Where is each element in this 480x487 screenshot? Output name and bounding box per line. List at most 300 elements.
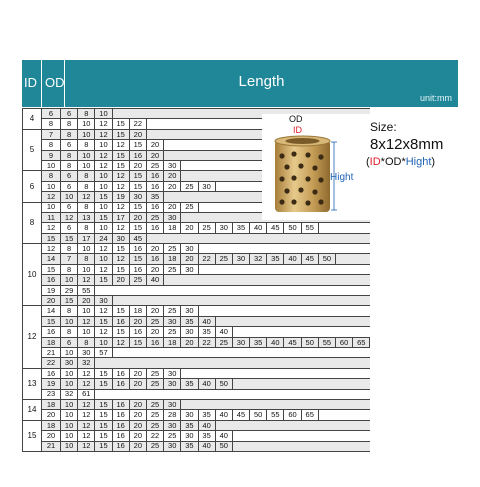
od-cell: 8 bbox=[42, 119, 61, 129]
length-cell: 35 bbox=[198, 327, 215, 337]
length-cell: 40 bbox=[198, 420, 215, 430]
length-cell: 15 bbox=[61, 296, 78, 306]
table-row bbox=[23, 337, 370, 347]
length-cell: 15 bbox=[129, 202, 146, 212]
table-row bbox=[23, 233, 370, 243]
length-cell: 65 bbox=[301, 410, 318, 420]
length-cell: 20 bbox=[129, 212, 146, 222]
length-cell: 16 bbox=[112, 316, 129, 326]
table-row bbox=[23, 399, 370, 409]
length-cell: 16 bbox=[129, 327, 146, 337]
length-cell: 10 bbox=[95, 171, 112, 181]
length-cell: 30 bbox=[164, 399, 181, 409]
length-cell: 55 bbox=[318, 337, 335, 347]
length-cell: 15 bbox=[95, 410, 112, 420]
size-value: 8x12x8mm bbox=[370, 136, 444, 153]
length-cell: 16 bbox=[146, 254, 163, 264]
length-cell: 15 bbox=[95, 275, 112, 285]
length-cell: 12 bbox=[78, 399, 95, 409]
table-row bbox=[23, 285, 370, 295]
length-cell: 45 bbox=[129, 233, 146, 243]
length-cell: 45 bbox=[267, 223, 284, 233]
length-cell: 20 bbox=[129, 431, 146, 441]
length-cell: 8 bbox=[61, 327, 78, 337]
length-cell: 15 bbox=[95, 368, 112, 378]
length-cell: 15 bbox=[95, 431, 112, 441]
length-cell: 30 bbox=[164, 316, 181, 326]
length-cell: 50 bbox=[215, 379, 232, 389]
empty-cell bbox=[232, 431, 370, 441]
length-cell: 8 bbox=[78, 337, 95, 347]
length-cell: 15 bbox=[112, 129, 129, 139]
od-cell: 8 bbox=[42, 171, 61, 181]
table-row bbox=[23, 420, 370, 430]
od-dimension-label: OD bbox=[289, 114, 303, 124]
length-cell: 15 bbox=[95, 379, 112, 389]
length-cell: 6 bbox=[61, 171, 78, 181]
length-cell: 10 bbox=[61, 275, 78, 285]
length-cell: 15 bbox=[129, 171, 146, 181]
length-cell: 16 bbox=[112, 368, 129, 378]
od-cell: 14 bbox=[42, 254, 61, 264]
length-cell: 12 bbox=[112, 171, 129, 181]
empty-cell bbox=[95, 285, 370, 295]
length-cell: 6 bbox=[61, 109, 78, 119]
length-cell: 25 bbox=[146, 160, 163, 170]
length-cell: 7 bbox=[61, 254, 78, 264]
empty-cell bbox=[336, 254, 370, 264]
length-cell: 12 bbox=[112, 181, 129, 191]
length-cell: 20 bbox=[129, 129, 146, 139]
length-cell: 40 bbox=[215, 431, 232, 441]
length-cell: 20 bbox=[129, 316, 146, 326]
length-cell: 30 bbox=[164, 379, 181, 389]
length-cell: 12 bbox=[78, 441, 95, 451]
id-cell: 6 bbox=[23, 171, 42, 202]
length-cell: 25 bbox=[164, 264, 181, 274]
length-cell: 12 bbox=[95, 327, 112, 337]
length-cell: 50 bbox=[301, 337, 318, 347]
table-row bbox=[23, 316, 370, 326]
size-label: Size: bbox=[370, 120, 397, 134]
od-cell: 10 bbox=[42, 202, 61, 212]
length-cell: 22 bbox=[129, 119, 146, 129]
length-cell: 10 bbox=[95, 109, 112, 119]
id-cell: 5 bbox=[23, 129, 42, 171]
table-row bbox=[23, 347, 370, 357]
length-cell: 15 bbox=[112, 327, 129, 337]
length-cell: 10 bbox=[78, 119, 95, 129]
length-cell: 20 bbox=[129, 368, 146, 378]
length-cell: 15 bbox=[112, 150, 129, 160]
length-cell: 10 bbox=[61, 399, 78, 409]
od-cell: 19 bbox=[42, 285, 61, 295]
length-cell: 18 bbox=[164, 223, 181, 233]
table-row bbox=[23, 410, 370, 420]
length-cell: 30 bbox=[95, 296, 112, 306]
length-cell: 25 bbox=[146, 399, 163, 409]
length-cell: 12 bbox=[112, 223, 129, 233]
od-cell: 22 bbox=[42, 358, 61, 368]
length-cell: 25 bbox=[146, 379, 163, 389]
size-legend-od: *OD* bbox=[380, 156, 406, 168]
length-cell: 20 bbox=[129, 420, 146, 430]
length-cell: 10 bbox=[61, 316, 78, 326]
length-cell: 40 bbox=[284, 254, 301, 264]
length-cell: 20 bbox=[146, 264, 163, 274]
length-cell: 13 bbox=[78, 212, 95, 222]
od-cell: 18 bbox=[42, 399, 61, 409]
length-cell: 30 bbox=[181, 306, 198, 316]
length-cell: 16 bbox=[146, 202, 163, 212]
empty-cell bbox=[112, 347, 370, 357]
length-cell: 15 bbox=[129, 337, 146, 347]
length-cell: 16 bbox=[146, 223, 163, 233]
length-cell: 12 bbox=[112, 202, 129, 212]
length-cell: 61 bbox=[78, 389, 95, 399]
length-cell: 10 bbox=[61, 368, 78, 378]
length-cell: 20 bbox=[129, 441, 146, 451]
length-cell: 25 bbox=[146, 316, 163, 326]
length-cell: 30 bbox=[232, 254, 249, 264]
length-cell: 8 bbox=[61, 264, 78, 274]
length-cell: 6 bbox=[61, 181, 78, 191]
length-cell: 12 bbox=[78, 275, 95, 285]
length-cell: 12 bbox=[95, 306, 112, 316]
length-cell: 8 bbox=[78, 171, 95, 181]
length-cell: 10 bbox=[78, 150, 95, 160]
length-cell: 40 bbox=[198, 379, 215, 389]
od-cell: 10 bbox=[42, 160, 61, 170]
od-cell: 20 bbox=[42, 410, 61, 420]
size-legend-open: ( bbox=[366, 156, 370, 168]
length-cell: 10 bbox=[61, 441, 78, 451]
empty-cell bbox=[215, 316, 370, 326]
length-cell: 6 bbox=[61, 337, 78, 347]
table-row bbox=[23, 389, 370, 399]
empty-cell bbox=[95, 358, 370, 368]
empty-cell bbox=[146, 233, 369, 243]
length-cell: 25 bbox=[198, 223, 215, 233]
od-column-header bbox=[42, 60, 64, 107]
length-cell: 30 bbox=[164, 420, 181, 430]
length-cell: 29 bbox=[61, 285, 78, 295]
od-cell: 10 bbox=[42, 181, 61, 191]
length-cell: 50 bbox=[284, 223, 301, 233]
length-cell: 8 bbox=[61, 119, 78, 129]
length-cell: 20 bbox=[164, 171, 181, 181]
length-cell: 32 bbox=[78, 358, 95, 368]
length-cell: 10 bbox=[95, 254, 112, 264]
length-cell: 55 bbox=[301, 223, 318, 233]
length-cell: 16 bbox=[112, 379, 129, 389]
length-cell: 15 bbox=[95, 316, 112, 326]
od-cell: 15 bbox=[42, 316, 61, 326]
length-cell: 57 bbox=[95, 347, 112, 357]
length-cell: 8 bbox=[78, 254, 95, 264]
length-cell: 16 bbox=[146, 337, 163, 347]
empty-cell bbox=[95, 389, 370, 399]
length-cell: 20 bbox=[146, 140, 163, 150]
od-cell: 21 bbox=[42, 441, 61, 451]
length-cell: 20 bbox=[181, 254, 198, 264]
length-cell: 25 bbox=[215, 254, 232, 264]
length-cell: 15 bbox=[95, 420, 112, 430]
od-cell: 23 bbox=[42, 389, 61, 399]
length-cell: 20 bbox=[146, 327, 163, 337]
length-cell: 18 bbox=[164, 337, 181, 347]
length-cell: 8 bbox=[61, 129, 78, 139]
length-cell: 25 bbox=[164, 244, 181, 254]
length-cell: 20 bbox=[146, 306, 163, 316]
length-cell: 10 bbox=[78, 327, 95, 337]
od-cell: 18 bbox=[42, 337, 61, 347]
length-cell: 30 bbox=[129, 192, 146, 202]
length-cell: 10 bbox=[95, 337, 112, 347]
length-cell: 24 bbox=[95, 233, 112, 243]
length-cell: 15 bbox=[129, 223, 146, 233]
length-cell: 30 bbox=[181, 327, 198, 337]
length-cell: 20 bbox=[129, 410, 146, 420]
length-cell: 40 bbox=[146, 275, 163, 285]
length-cell: 17 bbox=[78, 233, 95, 243]
od-cell: 7 bbox=[42, 129, 61, 139]
size-legend bbox=[366, 156, 435, 168]
length-column-header bbox=[65, 60, 458, 107]
length-cell: 35 bbox=[198, 410, 215, 420]
od-cell: 14 bbox=[42, 306, 61, 316]
length-cell: 18 bbox=[164, 254, 181, 264]
length-cell: 12 bbox=[112, 254, 129, 264]
length-cell: 10 bbox=[95, 140, 112, 150]
length-cell: 35 bbox=[181, 420, 198, 430]
length-cell: 10 bbox=[95, 181, 112, 191]
length-cell: 20 bbox=[129, 160, 146, 170]
length-cell: 40 bbox=[215, 327, 232, 337]
length-cell: 10 bbox=[61, 420, 78, 430]
length-cell: 16 bbox=[146, 181, 163, 191]
empty-cell bbox=[181, 368, 370, 378]
length-cell: 25 bbox=[181, 202, 198, 212]
table-row bbox=[23, 431, 370, 441]
length-cell: 40 bbox=[198, 316, 215, 326]
length-cell: 30 bbox=[181, 244, 198, 254]
empty-cell bbox=[318, 410, 370, 420]
od-cell: 16 bbox=[42, 327, 61, 337]
size-legend-id: ID bbox=[369, 156, 381, 168]
length-cell: 40 bbox=[267, 337, 284, 347]
length-cell: 10 bbox=[95, 223, 112, 233]
table-row bbox=[23, 379, 370, 389]
length-cell: 40 bbox=[250, 223, 267, 233]
length-cell: 8 bbox=[78, 202, 95, 212]
length-cell: 22 bbox=[198, 254, 215, 264]
od-cell: 20 bbox=[42, 296, 61, 306]
length-cell: 25 bbox=[146, 368, 163, 378]
od-cell: 8 bbox=[42, 140, 61, 150]
length-cell: 12 bbox=[112, 140, 129, 150]
id-cell: 12 bbox=[23, 306, 42, 368]
length-cell: 16 bbox=[146, 171, 163, 181]
length-cell: 12 bbox=[95, 119, 112, 129]
length-cell: 8 bbox=[78, 181, 95, 191]
id-dimension-label: ID bbox=[293, 125, 302, 135]
table-row bbox=[23, 223, 370, 233]
length-cell: 10 bbox=[61, 410, 78, 420]
length-cell: 20 bbox=[146, 244, 163, 254]
od-cell: 9 bbox=[42, 150, 61, 160]
length-cell: 8 bbox=[78, 140, 95, 150]
length-cell: 10 bbox=[78, 244, 95, 254]
length-cell: 15 bbox=[112, 264, 129, 274]
table-row bbox=[23, 296, 370, 306]
empty-cell bbox=[198, 264, 370, 274]
length-header-label: Length bbox=[238, 73, 285, 90]
length-cell: 12 bbox=[95, 264, 112, 274]
empty-cell bbox=[232, 327, 370, 337]
length-cell: 25 bbox=[164, 306, 181, 316]
length-cell: 60 bbox=[284, 410, 301, 420]
length-cell: 45 bbox=[232, 410, 249, 420]
length-cell: 16 bbox=[129, 150, 146, 160]
length-cell: 15 bbox=[61, 233, 78, 243]
length-cell: 12 bbox=[78, 316, 95, 326]
length-cell: 8 bbox=[61, 160, 78, 170]
length-cell: 12 bbox=[78, 379, 95, 389]
length-cell: 25 bbox=[164, 327, 181, 337]
length-cell: 16 bbox=[112, 420, 129, 430]
length-cell: 12 bbox=[95, 160, 112, 170]
length-cell: 55 bbox=[78, 285, 95, 295]
length-cell: 28 bbox=[164, 410, 181, 420]
length-cell: 35 bbox=[250, 337, 267, 347]
size-legend-close: ) bbox=[431, 156, 436, 168]
length-cell: 16 bbox=[129, 264, 146, 274]
length-cell: 17 bbox=[112, 212, 129, 222]
length-cell: 20 bbox=[78, 296, 95, 306]
length-cell: 8 bbox=[61, 244, 78, 254]
length-cell: 12 bbox=[78, 410, 95, 420]
length-cell: 20 bbox=[112, 275, 129, 285]
length-cell: 20 bbox=[181, 337, 198, 347]
empty-cell bbox=[198, 244, 370, 254]
length-cell: 10 bbox=[95, 202, 112, 212]
length-cell: 15 bbox=[129, 140, 146, 150]
length-cell: 35 bbox=[267, 254, 284, 264]
length-cell: 10 bbox=[61, 431, 78, 441]
length-cell: 20 bbox=[129, 379, 146, 389]
length-cell: 18 bbox=[129, 306, 146, 316]
length-cell: 30 bbox=[181, 410, 198, 420]
od-cell: 18 bbox=[42, 420, 61, 430]
length-cell: 30 bbox=[181, 431, 198, 441]
length-cell: 45 bbox=[301, 254, 318, 264]
length-cell: 10 bbox=[78, 129, 95, 139]
length-cell: 15 bbox=[112, 119, 129, 129]
length-cell: 8 bbox=[61, 306, 78, 316]
length-cell: 30 bbox=[61, 358, 78, 368]
length-cell: 25 bbox=[215, 337, 232, 347]
length-cell: 19 bbox=[112, 192, 129, 202]
length-cell: 20 bbox=[164, 181, 181, 191]
unit-label: unit:mm bbox=[419, 93, 452, 103]
length-cell: 10 bbox=[61, 192, 78, 202]
od-cell: 15 bbox=[42, 264, 61, 274]
id-cell: 4 bbox=[23, 109, 42, 130]
length-cell: 25 bbox=[146, 441, 163, 451]
table-row bbox=[23, 358, 370, 368]
table-row bbox=[23, 264, 370, 274]
length-cell: 15 bbox=[112, 306, 129, 316]
length-cell: 10 bbox=[61, 347, 78, 357]
product-panel bbox=[262, 114, 462, 220]
od-cell: 16 bbox=[42, 368, 61, 378]
empty-cell bbox=[181, 399, 370, 409]
empty-cell bbox=[198, 306, 370, 316]
empty-cell bbox=[112, 296, 370, 306]
table-row bbox=[23, 275, 370, 285]
length-cell: 65 bbox=[353, 337, 370, 347]
length-cell: 25 bbox=[146, 212, 163, 222]
od-cell: 16 bbox=[42, 275, 61, 285]
table-row bbox=[23, 327, 370, 337]
od-cell: 20 bbox=[42, 431, 61, 441]
empty-cell bbox=[232, 379, 370, 389]
length-cell: 15 bbox=[95, 212, 112, 222]
length-cell: 50 bbox=[250, 410, 267, 420]
length-cell: 15 bbox=[95, 192, 112, 202]
length-cell: 25 bbox=[181, 181, 198, 191]
length-cell: 50 bbox=[318, 254, 335, 264]
length-cell: 12 bbox=[78, 192, 95, 202]
table-row bbox=[23, 306, 370, 316]
length-cell: 12 bbox=[95, 244, 112, 254]
hight-dimension-label: Hight bbox=[330, 172, 354, 183]
length-cell: 10 bbox=[78, 306, 95, 316]
length-cell: 60 bbox=[336, 337, 353, 347]
length-cell: 35 bbox=[181, 441, 198, 451]
length-cell: 22 bbox=[198, 337, 215, 347]
length-cell: 30 bbox=[78, 347, 95, 357]
table-row bbox=[23, 441, 370, 451]
id-header-label: ID bbox=[24, 75, 37, 90]
table-row bbox=[23, 368, 370, 378]
length-cell: 15 bbox=[95, 441, 112, 451]
od-cell: 12 bbox=[42, 192, 61, 202]
length-cell: 8 bbox=[78, 109, 95, 119]
length-cell: 30 bbox=[198, 181, 215, 191]
length-cell: 30 bbox=[181, 264, 198, 274]
table-row bbox=[23, 254, 370, 264]
length-cell: 25 bbox=[146, 420, 163, 430]
table-row bbox=[23, 244, 370, 254]
length-cell: 15 bbox=[129, 254, 146, 264]
size-legend-hight: Hight bbox=[405, 156, 432, 168]
empty-cell bbox=[232, 441, 370, 451]
length-cell: 25 bbox=[129, 275, 146, 285]
length-cell: 10 bbox=[78, 264, 95, 274]
length-cell: 30 bbox=[164, 160, 181, 170]
id-cell: 10 bbox=[23, 244, 42, 306]
id-cell: 8 bbox=[23, 202, 42, 244]
od-cell: 12 bbox=[42, 223, 61, 233]
length-cell: 30 bbox=[164, 212, 181, 222]
id-cell: 14 bbox=[23, 399, 42, 420]
length-cell: 12 bbox=[112, 337, 129, 347]
length-cell: 10 bbox=[61, 379, 78, 389]
length-cell: 35 bbox=[181, 316, 198, 326]
length-cell: 45 bbox=[284, 337, 301, 347]
